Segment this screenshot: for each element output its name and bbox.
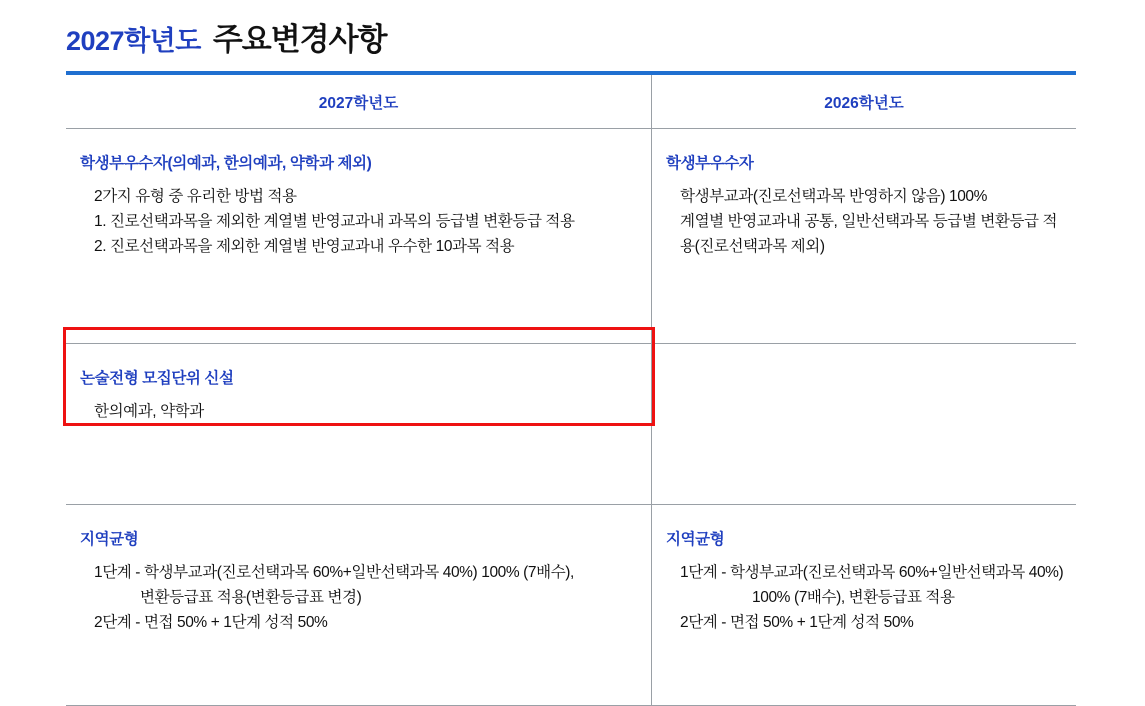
row1-left-line-1: 2가지 유형 중 유리한 방법 적용	[94, 188, 297, 205]
row1-left-block	[66, 129, 651, 343]
row1-left-heading: 학생부우수자(의예과, 한의예과, 약학과 제외)	[80, 155, 372, 172]
row3-left-line-3: 2단계 - 면접 50% + 1단계 성적 50%	[94, 614, 328, 632]
header-label-2026: 2026학년도	[824, 94, 904, 112]
row2-left-line-1: 한의예과, 약학과	[94, 403, 204, 420]
header-label-2027: 2027학년도	[318, 94, 399, 112]
page-title-main: 주요변경사항	[212, 22, 387, 57]
row1-right-line-1: 학생부교과(진로선택과목 반영하지 않음) 100%	[680, 188, 988, 205]
table-header-row	[66, 75, 1076, 129]
row1-right-block	[652, 129, 1076, 343]
row2-cell-right	[652, 344, 1076, 504]
table-row	[66, 344, 1076, 505]
row1-cell-right	[652, 129, 1076, 343]
row1-right-line-2: 계열별 반영교과내 공통, 일반선택과목 등급별 변환등급 적용(진로선택과목 제외)	[680, 213, 1058, 256]
comparison-table	[66, 71, 1076, 706]
page-title	[66, 14, 387, 59]
row3-right-line-1: 1단계 - 학생부교과(진로선택과목 60%+일반선택과목 40%)	[680, 564, 1064, 581]
row2-left-heading: 논술전형 모집단위 신설	[80, 370, 234, 387]
row2-right-block	[652, 344, 1076, 504]
row3-cell-right	[652, 505, 1076, 705]
row1-right-heading: 학생부우수자	[666, 155, 754, 172]
row3-right-block	[652, 505, 1076, 705]
table-header-cell-right	[652, 75, 1076, 128]
table-column-divider-bottom	[651, 596, 652, 606]
row3-right-heading: 지역균형	[666, 531, 725, 548]
row1-cell-left	[66, 129, 652, 343]
row3-right-line-3: 2단계 - 면접 50% + 1단계 성적 50%	[680, 614, 914, 632]
row3-cell-left	[66, 505, 652, 705]
row3-left-heading: 지역균형	[80, 531, 139, 548]
row3-left-line-2: 변환등급표 적용(변환등급표 변경)	[140, 589, 362, 607]
row3-right-line-2: 100% (7배수), 변환등급표 적용	[752, 589, 955, 607]
row2-left-block	[66, 344, 651, 504]
row3-left-line-1: 1단계 - 학생부교과(진로선택과목 60%+일반선택과목 40%) 100% (7배수),	[94, 564, 574, 581]
row2-cell-left	[66, 344, 652, 504]
page-title-year: 2027학년도	[66, 26, 201, 56]
row1-left-line-2: 1. 진로선택과목을 제외한 계열별 반영교과내 과목의 등급별 변환등급 적용	[94, 213, 575, 231]
row1-left-line-3: 2. 진로선택과목을 제외한 계열별 반영교과내 우수한 10과목 적용	[94, 238, 515, 256]
row3-left-block	[66, 505, 651, 705]
table-header-cell-left	[66, 75, 652, 128]
table-row	[66, 129, 1076, 344]
